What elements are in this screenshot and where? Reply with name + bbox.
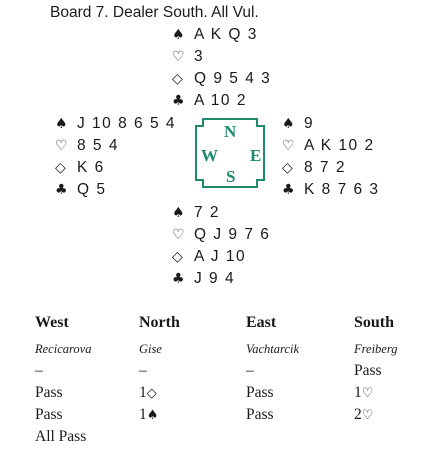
south-clubs: J 9 4	[194, 270, 236, 287]
diamond-icon: ◇	[146, 386, 157, 401]
bid: 2♡	[354, 406, 374, 423]
west-hearts: 8 5 4	[77, 137, 119, 154]
bid: –	[35, 362, 43, 379]
bid: Pass	[246, 384, 274, 401]
south-diamonds-row	[172, 246, 270, 268]
compass-corner	[195, 118, 204, 127]
east-hearts: A K 10 2	[304, 137, 375, 154]
bid: All Pass	[35, 428, 87, 445]
spade-icon: ♠	[172, 27, 185, 43]
west-clubs-row	[55, 179, 176, 201]
east-hand	[282, 113, 380, 201]
heart-icon: ♡	[282, 138, 295, 154]
diamond-icon: ◇	[172, 71, 183, 87]
club-icon: ♣	[172, 271, 185, 287]
compass-east: E	[250, 146, 262, 165]
north-clubs-row	[172, 90, 271, 112]
club-icon: ♣	[282, 182, 295, 198]
compass-corner	[256, 179, 265, 188]
bid	[246, 426, 299, 448]
east-hearts-row	[282, 135, 380, 157]
west-hearts-row	[55, 135, 176, 157]
north-diamonds-row	[172, 68, 271, 90]
club-icon: ♣	[172, 93, 185, 109]
west-diamonds: K 6	[77, 159, 105, 176]
north-hearts-row	[172, 46, 271, 68]
auction-header: West	[35, 314, 69, 331]
north-hearts: 3	[194, 48, 205, 65]
heart-icon: ♡	[361, 408, 374, 423]
bid: 1◇	[139, 384, 157, 401]
board-title: Board 7. Dealer South. All Vul.	[50, 4, 259, 21]
north-clubs: A 10 2	[194, 92, 247, 109]
east-diamonds: 8 7 2	[304, 159, 346, 176]
bid: –	[139, 362, 147, 379]
spade-icon: ♠	[146, 408, 159, 423]
east-spades-row	[282, 113, 380, 135]
auction-col-west	[35, 312, 91, 448]
bid: Pass	[35, 406, 63, 423]
diamond-icon: ◇	[172, 249, 183, 265]
east-clubs-row	[282, 179, 380, 201]
player-name: Vachtarcik	[246, 342, 299, 356]
south-clubs-row	[172, 268, 270, 290]
west-spades: J 10 8 6 5 4	[77, 115, 177, 132]
auction-col-north	[139, 312, 180, 448]
south-spades-row	[172, 202, 270, 224]
player-name: Freiberg	[354, 342, 398, 356]
heart-icon: ♡	[172, 49, 185, 65]
bid: –	[246, 362, 254, 379]
north-spades-row	[172, 24, 271, 46]
heart-icon: ♡	[55, 138, 68, 154]
compass-west: W	[201, 146, 218, 165]
spade-icon: ♠	[172, 205, 185, 221]
bid: 1♡	[354, 384, 374, 401]
west-hand	[55, 113, 176, 201]
east-spades: 9	[304, 115, 315, 132]
player-name: Recicarova	[35, 342, 92, 356]
diamond-icon: ◇	[55, 160, 66, 176]
auction-header: North	[139, 314, 180, 331]
south-hearts-row	[172, 224, 270, 246]
west-clubs: Q 5	[77, 181, 107, 198]
east-clubs: K 8 7 6 3	[304, 181, 380, 198]
south-hand	[172, 202, 270, 290]
compass-south: S	[226, 167, 236, 186]
heart-icon: ♡	[172, 227, 185, 243]
bid	[354, 426, 398, 448]
club-icon: ♣	[55, 182, 68, 198]
compass-box	[195, 118, 265, 188]
south-hearts: Q J 9 7 6	[194, 226, 271, 243]
east-diamonds-row	[282, 157, 380, 179]
north-hand	[172, 24, 271, 112]
compass-north: N	[224, 122, 237, 141]
south-spades: 7 2	[194, 204, 221, 221]
spade-icon: ♠	[282, 116, 295, 132]
player-name: Gise	[139, 342, 162, 356]
west-spades-row	[55, 113, 176, 135]
bid: 1♠	[139, 406, 159, 423]
auction-col-south	[354, 312, 398, 448]
spade-icon: ♠	[55, 116, 68, 132]
north-diamonds: Q 9 5 4 3	[194, 70, 272, 87]
auction-header: South	[354, 314, 395, 331]
auction-col-east	[246, 312, 299, 448]
auction-header: East	[246, 314, 277, 331]
bid	[139, 426, 180, 448]
bid: Pass	[246, 406, 274, 423]
compass-corner	[195, 179, 204, 188]
diamond-icon: ◇	[282, 160, 293, 176]
bid: Pass	[354, 362, 382, 379]
heart-icon: ♡	[361, 386, 374, 401]
compass-corner	[256, 118, 265, 127]
north-spades: A K Q 3	[194, 26, 258, 43]
south-diamonds: A J 10	[194, 248, 247, 265]
bid: Pass	[35, 384, 63, 401]
west-diamonds-row	[55, 157, 176, 179]
